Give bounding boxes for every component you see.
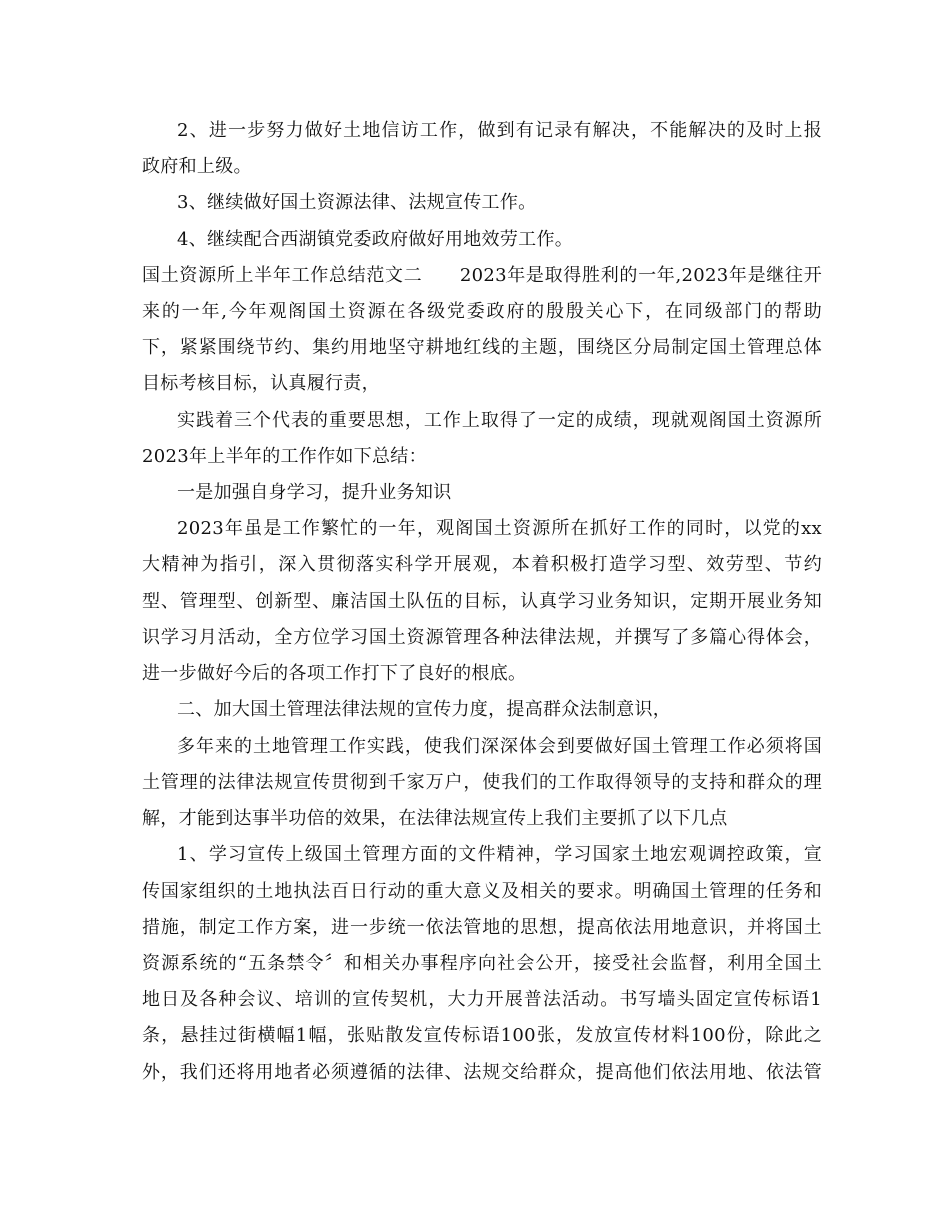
text-line: 1、学习宣传上级国土管理方面的文件精神，学习国家土地宏观调控政策，宣 [177,844,822,865]
section-heading: 二、加大国土管理法律法规的宣传力度，提高群众法制意识， [177,699,672,720]
text-line: 识学习月活动，全方位学习国土资源管理各种法律法规，并撰写了多篇心得体会， [142,627,822,648]
text-line: 4、继续配合西湖镇党委政府做好用地效劳工作。 [177,229,574,250]
text-line: 2、进一步努力做好土地信访工作，做到有记录有解决，不能解决的及时上报 [177,120,822,141]
text-line: 实践着三个代表的重要思想，工作上取得了一定的成绩，现就观阁国土资源所 [177,410,822,431]
text-line: 大精神为指引，深入贯彻落实科学开展观，本着积极打造学习型、效劳型、节约 [142,554,822,575]
text-line: 土管理的法律法规宣传贯彻到千家万户，使我们的工作取得领导的支持和群众的理 [142,772,822,793]
text-line: 下，紧紧围绕节约、集约用地坚守耕地红线的主题，围绕区分局制定国土管理总体 [142,337,822,358]
text-line: 地日及各种会议、培训的宣传契机，大力开展普法活动。书写墙头固定宣传标语1 [142,989,822,1010]
text-line: 3、继续做好国土资源法律、法规宣传工作。 [177,192,537,213]
text-line: 型、管理型、创新型、廉洁国土队伍的目标，认真学习业务知识，定期开展业务知 [142,591,822,612]
text-line: 2023年上半年的工作作如下总结： [142,446,427,467]
text-line: 目标考核目标，认真履行责， [142,373,380,394]
text-line: 传国家组织的土地执法百日行动的重大意义及相关的要求。明确国土管理的任务和 [142,881,822,902]
text-line: 措施，制定工作方案，进一步统一依法管地的思想，提高依法用地意识，并将国土 [142,917,822,938]
text-line: 资源系统的“五条禁令〞和相关办事程序向社会公开，接受社会监督，利用全国土 [142,953,822,974]
text-line: 政府和上级。 [142,156,252,177]
text-line: 2023年虽是工作繁忙的一年，观阁国土资源所在抓好工作的同时，以党的xx [177,518,822,539]
section-heading: 一是加强自身学习，提升业务知识 [177,482,452,503]
text-line: 解，才能到达事半功倍的效果，在法律法规宣传上我们主要抓了以下几点 [142,808,728,829]
text-line: 国土资源所上半年工作总结范文二 2023年是取得胜利的一年,2023年是继往开 [142,265,822,286]
text-line: 进一步做好今后的各项工作打下了良好的根底。 [142,663,527,684]
text-line: 外，我们还将用地者必须遵循的法律、法规交给群众，提高他们依法用地、依法管 [142,1062,822,1083]
text-line: 多年来的土地管理工作实践，使我们深深体会到要做好国土管理工作必须将国 [177,736,822,757]
text-line: 来的一年,今年观阁国土资源在各级党委政府的殷殷关心下，在同级部门的帮助 [142,301,822,322]
text-line: 条，悬挂过街横幅1幅，张贴散发宣传标语100张，发放宣传材料100份，除此之 [142,1025,822,1046]
